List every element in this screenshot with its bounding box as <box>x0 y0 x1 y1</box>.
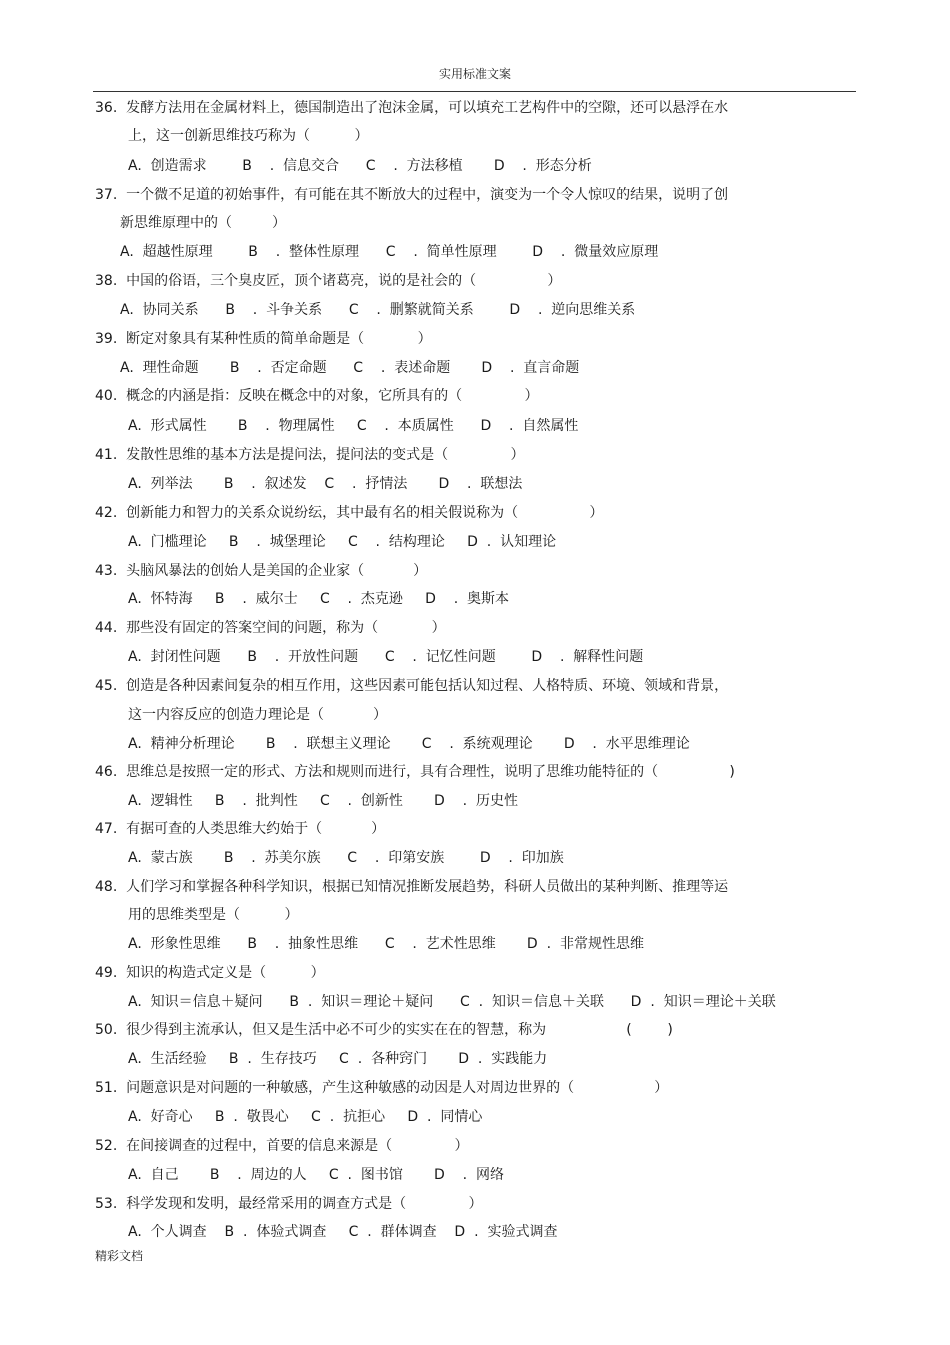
question-text: 49. 知识的构造式定义是（ ） <box>95 965 325 981</box>
answer-options: A. 生活经验 B . 生存技巧 C . 各种窍门 D . 实践能力 <box>128 1051 548 1067</box>
question-text-continued: 上，这一创新思维技巧称为（ ） <box>128 128 369 144</box>
question-text: 44. 那些没有固定的答案空间的问题，称为（ ） <box>95 620 446 636</box>
question-text: 50. 很少得到主流承认，但又是生活中必不可少的实实在在的智慧，称为 ( ) <box>95 1022 673 1038</box>
answer-options: A. 封闭性问题 B . 开放性问题 C . 记忆性问题 D . 解释性问题 <box>128 649 644 665</box>
answer-options: A. 逻辑性 B . 批判性 C . 创新性 D . 历史性 <box>128 793 518 809</box>
answer-options: A. 怀特海 B . 威尔士 C . 杰克逊 D . 奥斯本 <box>128 591 510 607</box>
answer-options: A. 列举法 B . 叙述发 C . 抒情法 D . 联想法 <box>128 476 523 492</box>
question-text: 48. 人们学习和掌握各种科学知识，根据已知情况推断发展趋势，科研人员做出的某种判断、推理等运 <box>95 879 729 895</box>
question-text: 45. 创造是各种因素间复杂的相互作用，这些因素可能包括认知过程、人格特质、环境、领域和背景， <box>95 678 729 694</box>
question-text: 47. 有据可查的人类思维大约始于（ ） <box>95 821 386 837</box>
question-text-continued: 新思维原理中的（ ） <box>120 215 287 231</box>
answer-options: A. 知识＝信息＋疑问 B . 知识＝理论＋疑问 C . 知识＝信息＋关联 D . 知识＝理论＋关联 <box>128 994 776 1010</box>
question-text: 51. 问题意识是对问题的一种敏感，产生这种敏感的动因是人对周边世界的（ ） <box>95 1080 669 1096</box>
question-text-continued: 用的思维类型是（ ） <box>128 907 299 923</box>
page-footer: 精彩文档 <box>95 1249 144 1263</box>
question-text: 40. 概念的内涵是指：反映在概念中的对象，它所具有的（ ） <box>95 388 539 404</box>
answer-options: A. 好奇心 B . 敬畏心 C . 抗拒心 D . 同情心 <box>128 1109 483 1125</box>
answer-options: A. 形式属性 B . 物理属性 C . 本质属性 D . 自然属性 <box>128 418 579 434</box>
answer-options: A. 协同关系 B . 斗争关系 C . 删繁就简关系 D . 逆向思维关系 <box>120 302 636 318</box>
answer-options: A. 超越性原理 B . 整体性原理 C . 简单性原理 D . 微量效应原理 <box>120 244 659 260</box>
page-header: 实用标准文案 <box>438 67 511 81</box>
answer-options: A. 个人调查 B . 体验式调查 C . 群体调查 D . 实验式调查 <box>128 1224 558 1240</box>
answer-options: A. 创造需求 B . 信息交合 C . 方法移植 D . 形态分析 <box>128 158 592 174</box>
answer-options: A. 理性命题 B . 否定命题 C . 表述命题 D . 直言命题 <box>120 360 580 376</box>
question-text-continued: 这一内容反应的创造力理论是（ ） <box>128 707 387 723</box>
question-text: 53. 科学发现和发明，最经常采用的调查方式是（ ） <box>95 1196 483 1212</box>
question-text: 38. 中国的俗语，三个臭皮匠，顶个诸葛亮，说的是社会的（ ） <box>95 273 562 289</box>
question-text: 42. 创新能力和智力的关系众说纷纭，其中最有名的相关假说称为（ ） <box>95 505 604 521</box>
answer-options: A. 自己 B . 周边的人 C . 图书馆 D . 网络 <box>128 1167 504 1183</box>
answer-options: A. 蒙古族 B . 苏美尔族 C . 印第安族 D . 印加族 <box>128 850 564 866</box>
question-text: 52. 在间接调查的过程中，首要的信息来源是（ ） <box>95 1138 469 1154</box>
answer-options: A. 形象性思维 B . 抽象性思维 C . 艺术性思维 D . 非常规性思维 <box>128 936 644 952</box>
question-text: 41. 发散性思维的基本方法是提问法，提问法的变式是（ ） <box>95 447 525 463</box>
question-text: 46. 思维总是按照一定的形式、方法和规则而进行，具有合理性，说明了思维功能特征的（ ) <box>95 764 735 780</box>
question-text: 37. 一个微不足道的初始事件，有可能在其不断放大的过程中，演变为一个令人惊叹的结果，说明了创 <box>95 187 729 203</box>
answer-options: A. 门槛理论 B . 城堡理论 C . 结构理论 D . 认知理论 <box>128 534 557 550</box>
header-rule <box>93 91 856 92</box>
question-text: 39. 断定对象具有某种性质的简单命题是（ ） <box>95 331 432 347</box>
answer-options: A. 精神分析理论 B . 联想主义理论 C . 系统观理论 D . 水平思维理论 <box>128 736 690 752</box>
question-text: 36. 发酵方法用在金属材料上，德国制造出了泡沫金属，可以填充工艺构件中的空隙，还可以悬浮在水 <box>95 100 729 116</box>
question-text: 43. 头脑风暴法的创始人是美国的企业家（ ） <box>95 563 428 579</box>
